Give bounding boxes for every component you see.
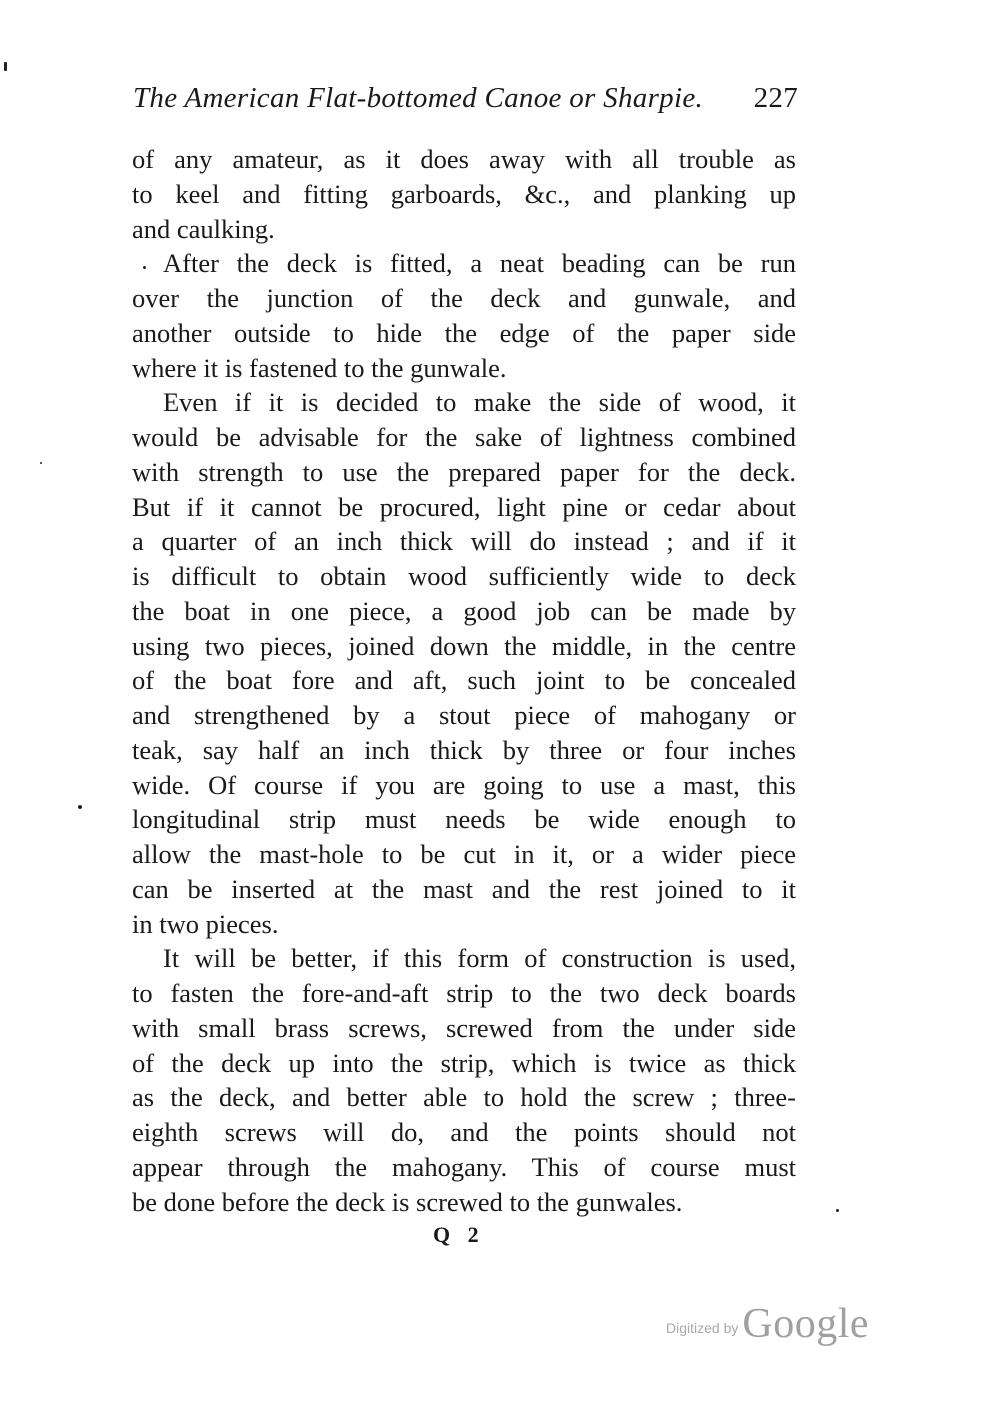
- scan-speck: [836, 1209, 839, 1212]
- text-line: another outside to hide the edge of the paper side: [132, 317, 796, 348]
- text-line: of any amateur, as it does away with all trouble as: [132, 144, 796, 174]
- running-head-title: The American Flat-bottomed Canoe or Sharpie.: [133, 82, 704, 114]
- body-text: [132, 142, 796, 1219]
- text-line: with small brass screws, screwed from the under side: [132, 1012, 796, 1043]
- scan-speck: [143, 266, 146, 269]
- text-line: But if it cannot be procured, light pine or cedar about: [132, 491, 796, 522]
- text-line: is difficult to obtain wood sufficiently wide to deck: [132, 561, 796, 591]
- scan-speck: [40, 462, 42, 464]
- text-line: longitudinal strip must needs be wide enough to: [132, 804, 796, 835]
- text-line: to fasten the fore-and-aft strip to the two deck boards: [132, 978, 796, 1008]
- paragraph-1: [132, 142, 796, 246]
- text-line: of the deck up into the strip, which is twice as thick: [132, 1047, 796, 1078]
- text-line: in two pieces.: [132, 908, 279, 939]
- text-line: can be inserted at the mast and the rest joined to it: [132, 873, 796, 904]
- text-line: and caulking.: [132, 213, 275, 244]
- text-line: where it is fastened to the gunwale.: [132, 352, 507, 383]
- paragraph-3: [132, 385, 796, 941]
- paragraph-4: [132, 941, 796, 1219]
- text-line: teak, say half an inch thick by three or four inches: [132, 734, 796, 765]
- text-line: allow the mast-hole to be cut in it, or a wider piece: [132, 839, 796, 869]
- scan-speck: [78, 805, 82, 809]
- text-line: be done before the deck is screwed to the gunwales.: [132, 1186, 683, 1217]
- text-line: wide. Of course if you are going to use a mast, this: [132, 769, 796, 800]
- watermark-prefix: Digitized by: [666, 1320, 739, 1336]
- text-line: and strengthened by a stout piece of mahogany or: [132, 700, 796, 730]
- watermark-logo: Google: [742, 1301, 870, 1347]
- text-line: to keel and fitting garboards, &c., and planking up: [132, 178, 796, 209]
- text-line: over the junction of the deck and gunwale, and: [132, 283, 796, 313]
- text-line: After the deck is fitted, a neat beading can be run: [163, 248, 796, 279]
- text-line: would be advisable for the sake of lightness combined: [132, 422, 796, 452]
- text-line: appear through the mahogany. This of course must: [132, 1151, 796, 1182]
- text-line: eighth screws will do, and the points should not: [132, 1117, 796, 1147]
- text-line: the boat in one piece, a good job can be made by: [132, 595, 796, 626]
- text-line: It will be better, if this form of construction is used,: [163, 943, 796, 974]
- signature-mark: Q 2: [433, 1222, 485, 1247]
- text-line: using two pieces, joined down the middle, in the centre: [132, 630, 796, 661]
- text-line: as the deck, and better able to hold the screw ; three-: [132, 1082, 796, 1113]
- text-line: with strength to use the prepared paper for the deck.: [132, 456, 796, 487]
- text-line: Even if it is decided to make the side of wood, it: [163, 387, 796, 418]
- paragraph-2: [132, 246, 796, 385]
- text-line: of the boat fore and aft, such joint to be concealed: [132, 665, 796, 696]
- scan-speck: [4, 62, 7, 71]
- page-number: 227: [753, 82, 798, 114]
- text-line: a quarter of an inch thick will do instead ; and if it: [132, 526, 796, 557]
- digitized-watermark: [666, 1300, 869, 1348]
- running-head: [133, 82, 798, 122]
